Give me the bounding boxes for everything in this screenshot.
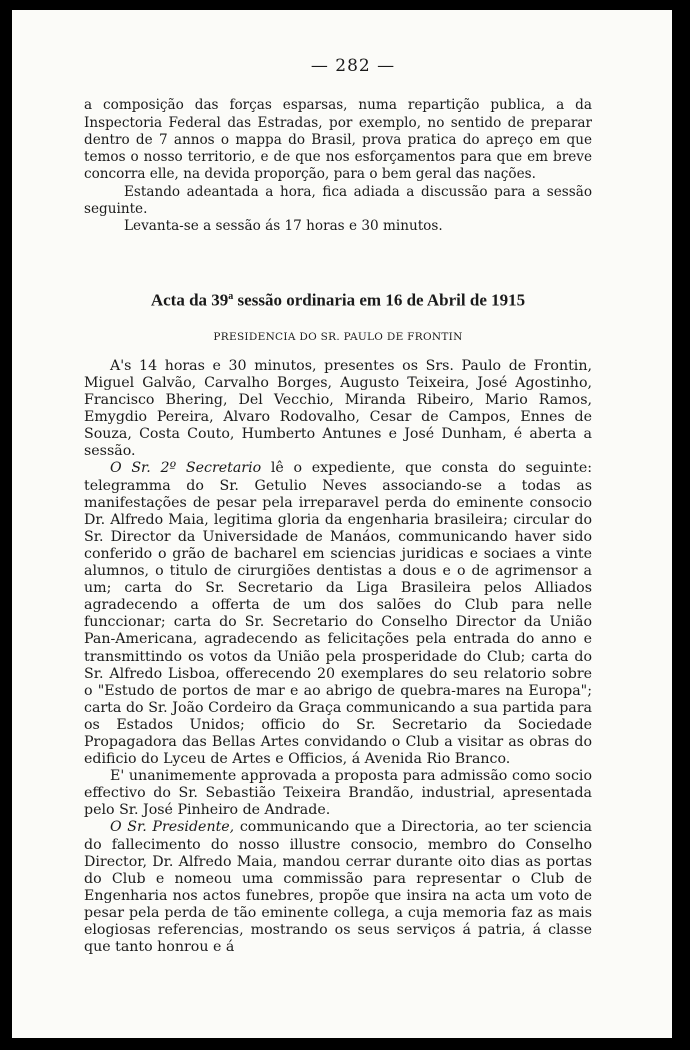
acta-title-prefix: Acta da 39 [150,290,229,310]
acta-title-ordinal: a [228,290,234,302]
acta-body [84,358,592,956]
acta-paragraph-4-text: communicando que a Directoria, ao ter sciencia do fallecimento do nosso illustre consocio, membro do Conselho Director, Dr. Alfredo Maia, mandou cerrar durante oito dias as portas do Club e nomeou uma commissão para representar o Club de Engenharia nos actos funebres, propõe que insira na acta um voto de pesar pela perda de tão eminente collega, a cuja memoria faz as mais elogiosas referencias, mostrando os seus serviços á patria, á classe que tanto honrou e á [84,819,592,956]
acta-paragraph-2 [84,460,592,768]
speaker-secretary: O Sr. 2º Secretario [110,460,262,477]
acta-paragraph-2-text: lê o expediente, que consta do seguinte: telegramma do Sr. Getulio Neves associando-se a todas as manifestações de pesar pela irreparavel perda do eminente consocio Dr. Alfredo Maia, legitima gloria da engenharia brasileira; circular do Sr. Director da Universidade de Manáos, communicando haver sido conferido o grão de bacharel em sciencias juridicas e sociaes a vinte alumnos, o titulo de cirurgiões dentistas a dous e o de agrimensor a um; carta do Sr. Secretario da Liga Brasileira pelos Alliados agradecendo a offerta de um dos salões do Club para nelle funccionar; carta do Sr. Secretario do Conselho Director da União Pan-Americana, agradecendo as felicitações pela entrada do anno e transmittindo os votos da União pela prosperidade do Club; carta do Sr. Alfredo Lisboa, offerecendo 20 exemplares do seu relatorio sobre o "Estudo de portos de mar e ao abrigo de quebra-mares na Europa"; carta do Sr. João Cordeiro da Graça communicando a sua partida para os Estados Unidos; officio do Sr. Secretario da Sociedade Propagadora das Bellas Artes convidando o Club a visitar as obras do edificio do Lyceu de Artes e Officios, á Avenida Rio Branco. [84,460,592,768]
page-number: — 282 — [310,56,396,76]
continuation-paragraph-1: a composição das forças esparsas, numa repartição publica, a da Inspectoria Federal das Estradas, por exemplo, no sentido de preparar dentro de 7 annos o mappa do Brasil, prova pratica do apreço em que temos o nosso territorio, e de que nos esforçamentos para que em breve concorra elle, na devida proporção, para o bem geral das nações. [84,97,592,183]
acta-title-suffix: sessão ordinaria em 16 de Abril de 1915 [233,290,526,310]
continuation-paragraph-3: Levanta-se a sessão ás 17 horas e 30 minutos. [124,218,443,235]
scanned-page [12,10,672,1038]
presidency-line: PRESIDENCIA DO SR. PAULO DE FRONTIN [213,330,463,343]
page-content [84,58,592,956]
section-gap [84,236,592,288]
acta-paragraph-3: E' unanimemente approvada a proposta para admissão como socio effectivo do Sr. Sebastião Teixeira Brandão, industrial, apresentada pelo Sr. José Pinheiro de Andrade. [84,768,592,819]
acta-title [84,288,592,309]
acta-paragraph-1: A's 14 horas e 30 minutos, presentes os Srs. Paulo de Frontin, Miguel Galvão, Carvalho Borges, Augusto Teixeira, José Agostinho, Francisco Bhering, Del Vecchio, Miranda Ribeiro, Mario Ramos, Emygdio Pereira, Alvaro Rodovalho, Cesar de Campos, Ennes de Souza, Costa Couto, Humberto Antunes e José Dunham, é aberta a sessão. [84,357,592,460]
speaker-president: O Sr. Presidente, [110,819,235,836]
continuation-paragraph-2: Estando adeantada a hora, fica adiada a discussão para a sessão seguinte. [84,183,592,218]
acta-paragraph-4 [84,819,592,956]
